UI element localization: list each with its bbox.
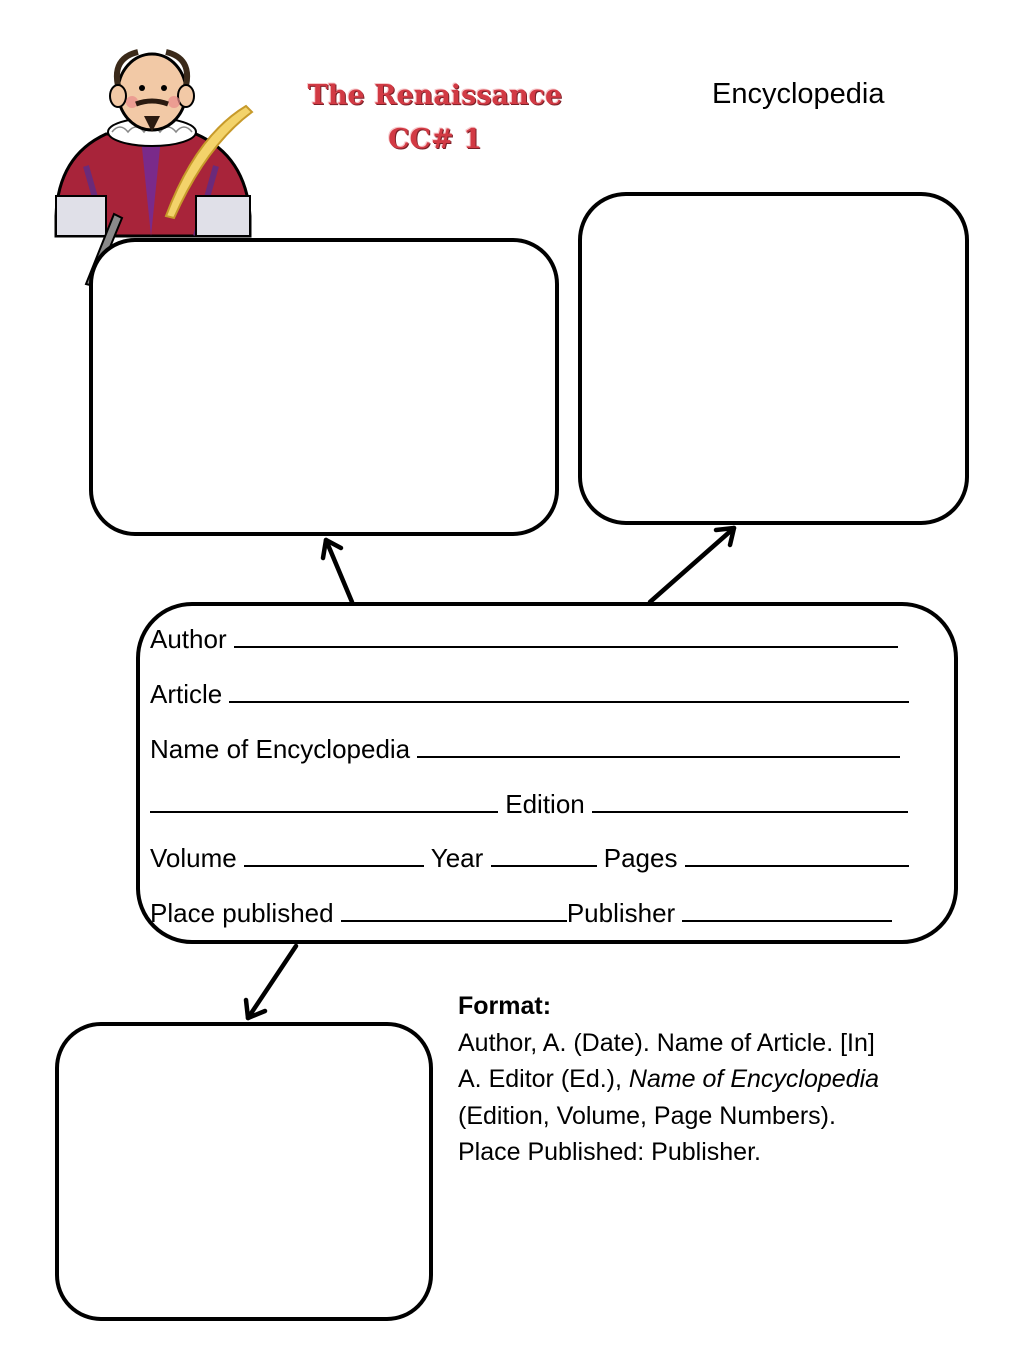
author-label: Author xyxy=(150,624,227,654)
format-line-4: Place Published: Publisher. xyxy=(458,1138,761,1166)
year-input-line[interactable] xyxy=(491,843,597,867)
title-line-2: CC# 1 xyxy=(388,124,482,155)
place-input-line[interactable] xyxy=(341,898,567,922)
arrow-to-top-right-icon xyxy=(650,528,734,602)
volume-year-pages-row xyxy=(150,843,909,874)
encyclopedia-input-line-continued[interactable] xyxy=(150,789,498,813)
publisher-input-line[interactable] xyxy=(682,898,892,922)
year-label: Year xyxy=(430,843,484,873)
encyclopedia-label: Name of Encyclopedia xyxy=(150,734,411,764)
encyclopedia-field-row xyxy=(150,734,900,765)
place-label: Place published xyxy=(150,898,334,928)
volume-input-line[interactable] xyxy=(244,843,424,867)
format-instructions xyxy=(458,988,958,1171)
format-line-2 xyxy=(458,1061,958,1098)
format-line-2-plain: A. Editor (Ed.), xyxy=(458,1065,629,1093)
arrow-to-bottom-left-icon xyxy=(246,946,296,1018)
article-field-row xyxy=(150,679,909,710)
format-heading: Format: xyxy=(458,992,552,1020)
pages-input-line[interactable] xyxy=(685,843,909,867)
document-type-label: Encyclopedia xyxy=(712,78,885,110)
format-line-3: (Edition, Volume, Page Numbers). xyxy=(458,1101,836,1130)
edition-field-row xyxy=(150,789,908,820)
title-line-1: The Renaissance xyxy=(307,80,563,111)
edition-input-line[interactable] xyxy=(592,789,908,813)
place-publisher-row xyxy=(150,898,892,929)
volume-label: Volume xyxy=(150,843,237,873)
article-input-line[interactable] xyxy=(229,679,909,703)
author-input-line[interactable] xyxy=(234,624,898,648)
edition-label: Edition xyxy=(505,789,585,819)
format-line-2-italic: Name of Encyclopedia xyxy=(628,1065,880,1093)
arrow-to-top-left-icon xyxy=(323,540,352,602)
encyclopedia-input-line[interactable] xyxy=(417,734,900,758)
publisher-label: Publisher xyxy=(566,898,676,928)
article-label: Article xyxy=(150,679,223,709)
author-field-row xyxy=(150,624,898,655)
format-line-1: Author, A. (Date). Name of Article. [In] xyxy=(458,1028,875,1057)
pages-label: Pages xyxy=(603,843,678,873)
